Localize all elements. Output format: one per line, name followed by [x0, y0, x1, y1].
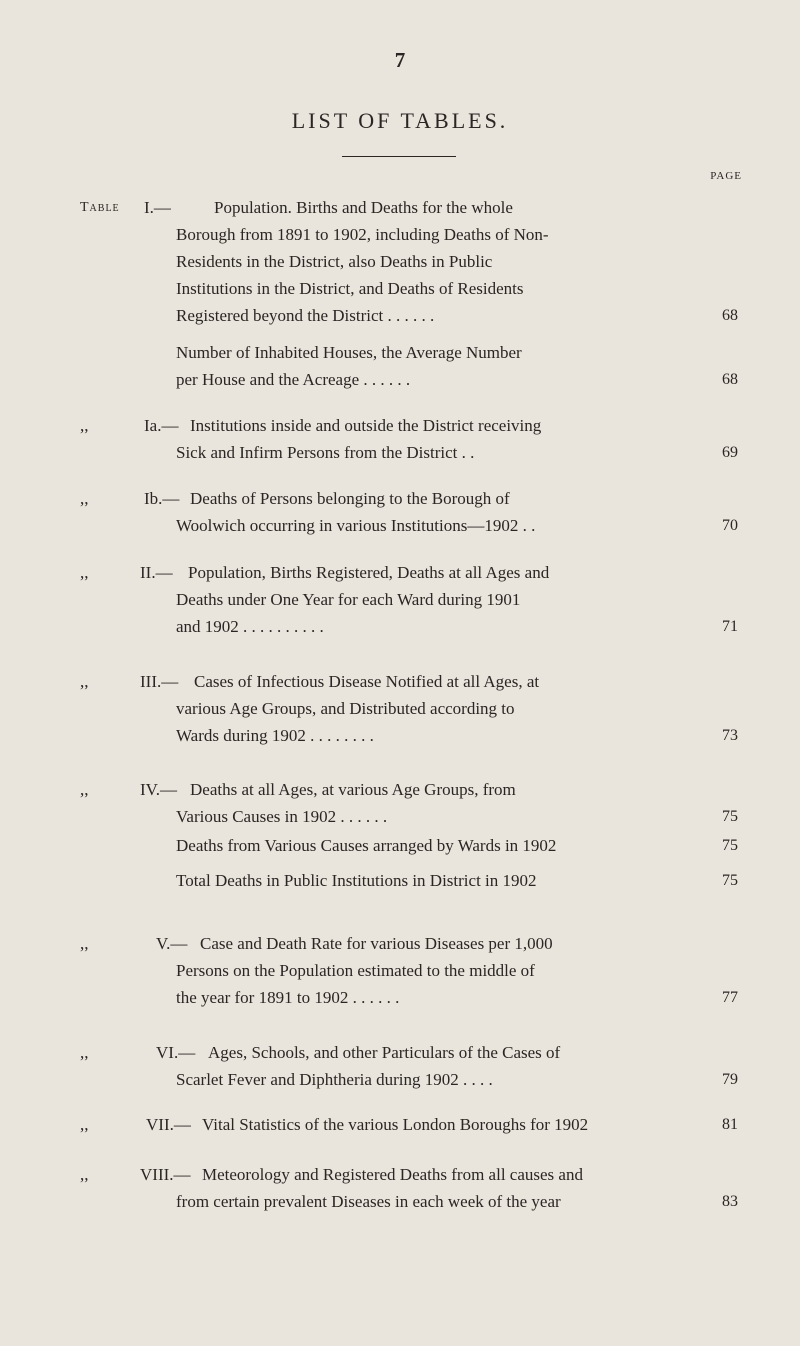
entry-text — [176, 668, 694, 749]
entry-line: per House and the Acreage . . . . . . — [176, 370, 411, 389]
entry-prefix: ,, — [80, 489, 89, 508]
entry-page: 77 — [722, 989, 738, 1006]
entry-line: Case and Death Rate for various Diseases per 1,000 — [200, 934, 553, 953]
entry-line: Institutions in the District, and Deaths of Residents — [176, 279, 524, 298]
entry-prefix: ,, — [80, 1165, 89, 1184]
entry-prefix: ,, — [80, 416, 89, 435]
entry-line: Persons on the Population estimated to the middle of — [176, 961, 535, 980]
entry-text — [176, 412, 690, 466]
entry-line: Residents in the District, also Deaths in Public — [176, 252, 493, 271]
entry-page: 73 — [722, 727, 738, 744]
entry-text — [176, 194, 694, 329]
entry-line: Deaths under One Year for each Ward during 1901 — [176, 590, 521, 609]
entry-prefix: ,, — [80, 672, 89, 691]
entry-prefix: ,, — [80, 1043, 89, 1062]
entry-label: VI.— — [156, 1043, 196, 1062]
entry-prefix: Table — [80, 200, 120, 215]
entry-label: IV.— — [140, 780, 177, 799]
entry-line: Registered beyond the District . . . . . . — [176, 306, 435, 325]
entry-label: VII.— — [146, 1115, 191, 1134]
entry-line: Vital Statistics of the various London Boroughs for 1902 — [202, 1115, 589, 1134]
entry-page: 68 — [722, 371, 738, 388]
entry-line: Various Causes in 1902 . . . . . . — [176, 807, 388, 826]
entry-line: Number of Inhabited Houses, the Average Number — [176, 343, 522, 362]
entry-label: VIII.— — [140, 1165, 191, 1184]
entry-page: 68 — [722, 307, 738, 324]
page-column-heading: PAGE — [710, 170, 742, 182]
entry-text — [176, 339, 686, 393]
entry-prefix: ,, — [80, 563, 89, 582]
page-title: LIST OF TABLES. — [291, 108, 509, 133]
entry-line: Wards during 1902 . . . . . . . . — [176, 726, 374, 745]
entry-page: 83 — [722, 1193, 738, 1210]
entry-line: and 1902 . . . . . . . . . . — [176, 617, 324, 636]
entry-text — [176, 867, 686, 894]
entry-page: 75 — [722, 808, 738, 825]
entry-line: Deaths of Persons belonging to the Borough of — [190, 489, 510, 508]
entry-line: various Age Groups, and Distributed according to — [176, 699, 515, 718]
entry-line: Population, Births Registered, Deaths at all Ages and — [188, 563, 550, 582]
entry-page: 81 — [722, 1116, 738, 1133]
entry-label: Ib.— — [144, 489, 180, 508]
entry-label: I.— — [144, 198, 171, 217]
entry-line: Meteorology and Registered Deaths from all causes and — [202, 1165, 583, 1184]
page-number: 7 — [394, 48, 406, 72]
entry-line: Sick and Infirm Persons from the District . . — [176, 443, 475, 462]
entry-line: from certain prevalent Diseases in each week of the year — [176, 1192, 561, 1211]
entry-line: Cases of Infectious Disease Notified at all Ages, at — [194, 672, 540, 691]
entry-line: Deaths at all Ages, at various Age Groups, from — [190, 780, 516, 799]
entry-label: Ia.— — [144, 416, 179, 435]
entry-line: the year for 1891 to 1902 . . . . . . — [176, 988, 400, 1007]
entry-label: II.— — [140, 563, 173, 582]
entry-line: Scarlet Fever and Diphtheria during 1902 . . . . — [176, 1070, 493, 1089]
entry-page: 69 — [722, 444, 738, 461]
entry-text — [176, 559, 688, 640]
entry-line: Population. Births and Deaths for the whole — [214, 198, 513, 217]
entry-line: Total Deaths in Public Institutions in District in 1902 — [176, 871, 537, 890]
entry-label: V.— — [156, 934, 188, 953]
entry-line: Woolwich occurring in various Institutions—1902 . . — [176, 516, 536, 535]
entry-text — [176, 832, 686, 859]
entry-prefix: ,, — [80, 1115, 89, 1134]
entry-line: Deaths from Various Causes arranged by Wards in 1902 — [176, 836, 557, 855]
entry-page: 70 — [722, 517, 738, 534]
entry-text — [202, 1111, 702, 1138]
entry-text — [176, 1161, 702, 1215]
entry-page: 79 — [722, 1071, 738, 1088]
entry-page: 75 — [722, 872, 738, 889]
entry-line: Borough from 1891 to 1902, including Deaths of Non- — [176, 225, 549, 244]
entry-text — [176, 776, 690, 830]
entry-text — [176, 485, 690, 539]
entry-label: III.— — [140, 672, 179, 691]
entry-page: 75 — [722, 837, 738, 854]
entry-line: Institutions inside and outside the District receiving — [190, 416, 542, 435]
entry-prefix: ,, — [80, 780, 89, 799]
entry-text — [176, 930, 700, 1011]
entry-line: Ages, Schools, and other Particulars of the Cases of — [208, 1043, 561, 1062]
entry-prefix: ,, — [80, 934, 89, 953]
entry-page: 71 — [722, 618, 738, 635]
